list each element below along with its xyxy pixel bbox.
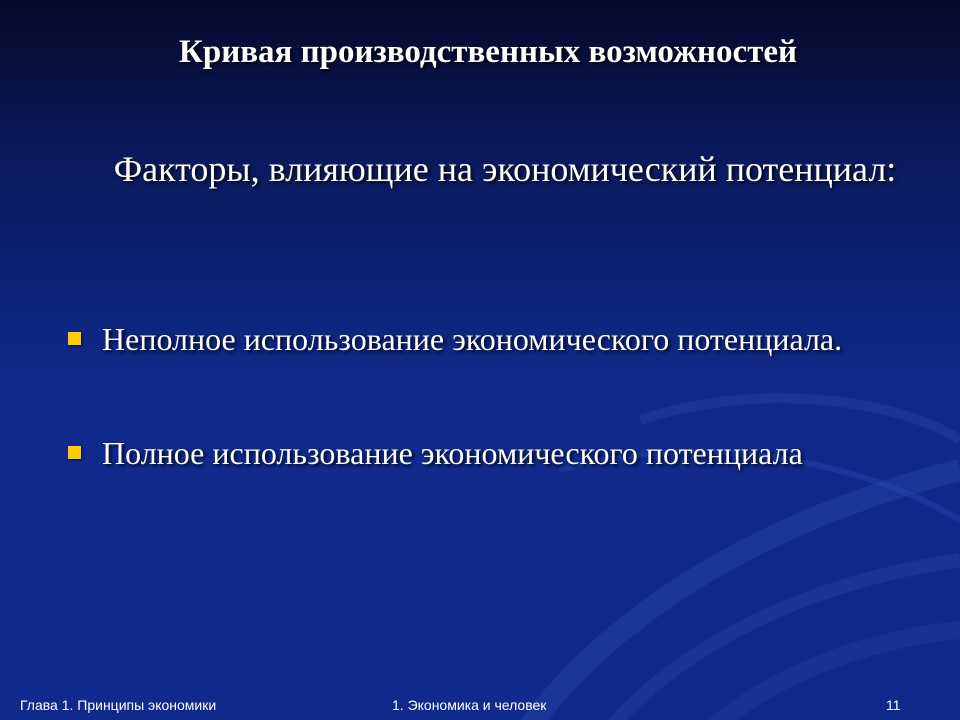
bullet-list — [66, 318, 926, 474]
footer-page-number: 11 — [886, 697, 901, 713]
footer-chapter: Глава 1. Принципы экономики — [20, 697, 217, 713]
footer-section: 1. Экономика и человек — [392, 697, 547, 713]
bullet-item — [66, 432, 926, 474]
square-bullet-icon — [68, 446, 81, 459]
bullet-text: Полное использование экономического потенциала — [102, 435, 803, 471]
slide-subtitle: Факторы, влияющие на экономический потенциал: — [113, 149, 897, 189]
bullet-text: Неполное использование экономического потенциала. — [102, 321, 843, 357]
square-bullet-icon — [68, 332, 81, 345]
slide-title: Кривая производственных возможностей — [178, 34, 798, 70]
bullet-item — [66, 318, 926, 360]
